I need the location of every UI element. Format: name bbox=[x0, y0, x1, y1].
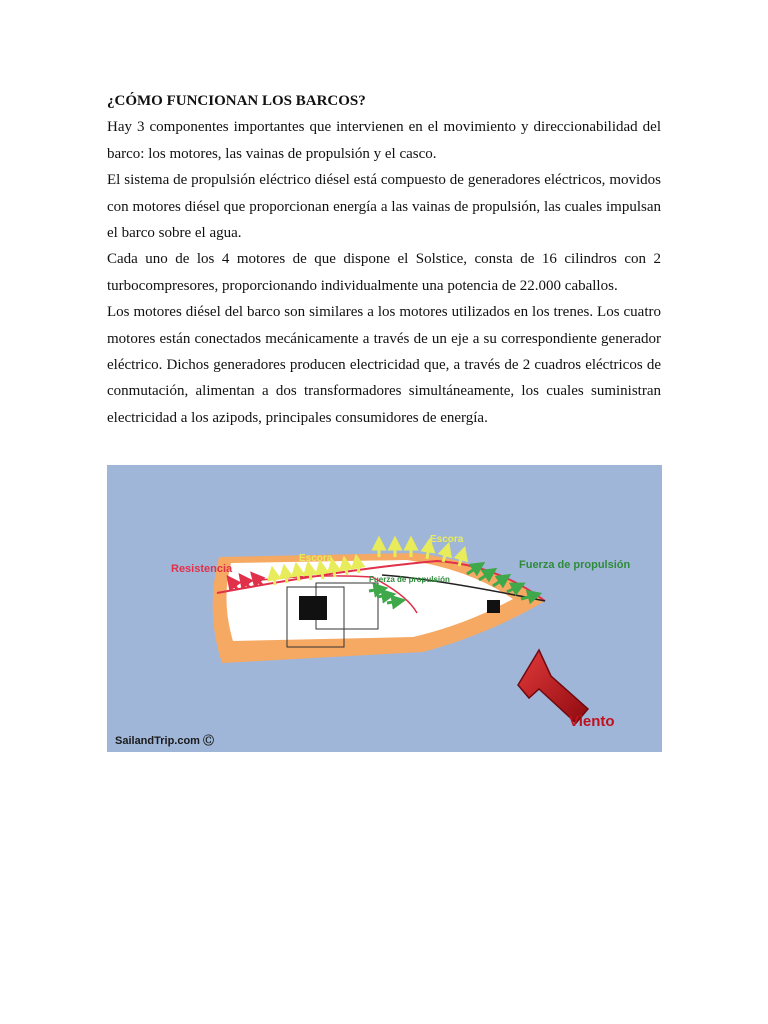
label-resistencia: Resistencia bbox=[171, 563, 233, 575]
label-credit: SailandTrip.com Ⓒ bbox=[115, 735, 215, 747]
page-heading: ¿CÓMO FUNCIONAN LOS BARCOS? bbox=[107, 93, 366, 109]
winch-block bbox=[299, 596, 327, 620]
paragraph-diesel-motors: Los motores diésel del barco son similares a los motores utilizados en los trenes. Los cuatro motores están conectados mecánicamente a través de un eje a su correspondiente generador eléctrico. Dichos generadores producen electricidad que, a través de 2 cuadros eléctricos de conmutación, alimentan a dos transformadores simultáneamente, los cuales suministran electricidad a los azipods, principales consumidores de energía. bbox=[107, 304, 661, 426]
label-viento: Viento bbox=[569, 713, 615, 730]
paragraph-engines: Cada uno de los 4 motores de que dispone el Solstice, consta de 16 cilindros con 2 turbocompresores, proporcionando individualmente una potencia de 22.000 caballos. bbox=[107, 251, 661, 294]
boat-forces-diagram bbox=[107, 465, 662, 752]
article-text bbox=[107, 88, 661, 431]
mast-block bbox=[487, 600, 500, 613]
label-escora-left: Escora bbox=[299, 553, 333, 564]
label-escora-top: Escora bbox=[430, 534, 464, 545]
label-fuerza-big: Fuerza de propulsión bbox=[519, 559, 631, 571]
paragraph-propulsion-system: El sistema de propulsión eléctrico diésel está compuesto de generadores eléctricos, movidos con motores diésel que proporcionan energía a las vainas de propulsión, las cuales impulsan el barco sobre el agua. bbox=[107, 172, 661, 242]
diagram-svg bbox=[107, 465, 662, 752]
paragraph-components: Hay 3 componentes importantes que intervienen en el movimiento y direccionabilidad del barco: los motores, las vainas de propulsión y el casco. bbox=[107, 119, 661, 162]
label-fuerza-small: Fuerza de propulsión bbox=[369, 575, 450, 584]
